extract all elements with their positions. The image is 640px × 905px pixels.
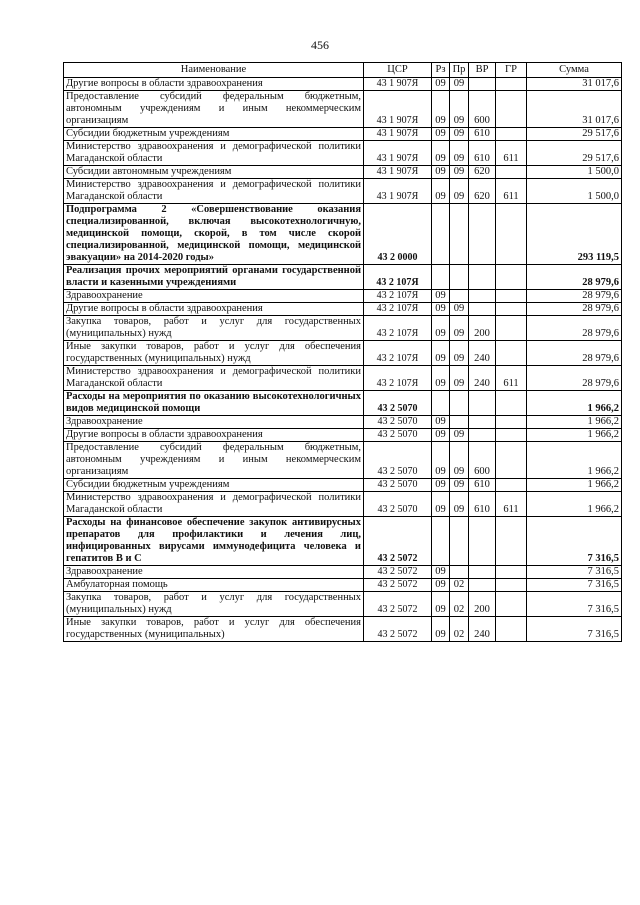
row-rz: 09 [432, 566, 450, 579]
row-sum: 28 979,6 [527, 265, 622, 290]
row-name: Министерство здравоохранения и демографической политики Магаданской области [64, 179, 364, 204]
row-gr: 611 [496, 141, 527, 166]
table-row [64, 492, 622, 517]
row-sum: 7 316,5 [527, 617, 622, 642]
row-pr: 09 [450, 303, 469, 316]
row-gr [496, 204, 527, 265]
row-name: Здравоохранение [64, 290, 364, 303]
row-csr: 43 2 107Я [364, 290, 432, 303]
row-gr [496, 617, 527, 642]
row-gr [496, 316, 527, 341]
row-csr: 43 2 107Я [364, 265, 432, 290]
row-pr: 09 [450, 429, 469, 442]
row-vr [469, 391, 496, 416]
header-rz: Рз [432, 63, 450, 78]
row-vr [469, 579, 496, 592]
row-pr [450, 204, 469, 265]
table-row [64, 592, 622, 617]
row-csr: 43 1 907Я [364, 141, 432, 166]
row-pr [450, 265, 469, 290]
table-row [64, 366, 622, 391]
row-sum: 7 316,5 [527, 579, 622, 592]
row-pr: 09 [450, 91, 469, 128]
row-gr [496, 91, 527, 128]
row-rz: 09 [432, 91, 450, 128]
table-row [64, 341, 622, 366]
row-pr: 09 [450, 442, 469, 479]
row-gr [496, 265, 527, 290]
table-row [64, 303, 622, 316]
row-name: Другие вопросы в области здравоохранения [64, 78, 364, 91]
row-vr: 610 [469, 128, 496, 141]
page-number: 456 [311, 38, 329, 52]
row-pr: 09 [450, 479, 469, 492]
row-sum: 28 979,6 [527, 316, 622, 341]
row-rz [432, 391, 450, 416]
row-sum: 293 119,5 [527, 204, 622, 265]
row-name: Субсидии бюджетным учреждениям [64, 479, 364, 492]
table-row [64, 517, 622, 566]
row-rz: 09 [432, 179, 450, 204]
row-gr [496, 303, 527, 316]
row-vr [469, 290, 496, 303]
row-name: Расходы на финансовое обеспечение закупок антивирусных препаратов для профилактики и лечения лиц, инфицированных вирусами иммунодефицита человека и гепатитов В и С [64, 517, 364, 566]
row-gr [496, 442, 527, 479]
row-vr: 610 [469, 492, 496, 517]
row-rz: 09 [432, 479, 450, 492]
row-name: Другие вопросы в области здравоохранения [64, 429, 364, 442]
table-row [64, 128, 622, 141]
table-row [64, 265, 622, 290]
header-name: Наименование [64, 63, 364, 78]
row-sum: 7 316,5 [527, 592, 622, 617]
row-sum: 1 966,2 [527, 429, 622, 442]
row-csr: 43 2 0000 [364, 204, 432, 265]
row-pr [450, 566, 469, 579]
row-rz: 09 [432, 579, 450, 592]
row-pr: 09 [450, 78, 469, 91]
row-pr: 09 [450, 179, 469, 204]
row-vr: 610 [469, 141, 496, 166]
table-row [64, 416, 622, 429]
row-vr: 200 [469, 316, 496, 341]
row-rz: 09 [432, 303, 450, 316]
row-name: Другие вопросы в области здравоохранения [64, 303, 364, 316]
row-gr [496, 416, 527, 429]
row-gr [496, 579, 527, 592]
table-row [64, 617, 622, 642]
row-vr [469, 204, 496, 265]
row-gr: 611 [496, 179, 527, 204]
row-csr: 43 2 5072 [364, 566, 432, 579]
row-csr: 43 1 907Я [364, 179, 432, 204]
row-csr: 43 2 107Я [364, 366, 432, 391]
row-csr: 43 2 107Я [364, 316, 432, 341]
row-rz: 09 [432, 141, 450, 166]
row-csr: 43 1 907Я [364, 166, 432, 179]
row-vr [469, 303, 496, 316]
row-vr: 200 [469, 592, 496, 617]
row-gr [496, 341, 527, 366]
row-csr: 43 2 5070 [364, 479, 432, 492]
row-name: Расходы на мероприятия по оказанию высокотехнологичных видов медицинской помощи [64, 391, 364, 416]
header-pr: Пр [450, 63, 469, 78]
row-csr: 43 1 907Я [364, 78, 432, 91]
table-row [64, 479, 622, 492]
row-pr: 09 [450, 141, 469, 166]
row-rz: 09 [432, 366, 450, 391]
row-sum: 28 979,6 [527, 366, 622, 391]
row-gr [496, 517, 527, 566]
row-pr: 02 [450, 617, 469, 642]
row-vr: 240 [469, 341, 496, 366]
row-rz [432, 517, 450, 566]
row-rz: 09 [432, 341, 450, 366]
row-gr [496, 78, 527, 91]
row-vr: 600 [469, 91, 496, 128]
row-vr: 620 [469, 166, 496, 179]
row-rz: 09 [432, 128, 450, 141]
row-sum: 1 966,2 [527, 492, 622, 517]
table-row [64, 566, 622, 579]
row-name: Амбулаторная помощь [64, 579, 364, 592]
row-vr [469, 265, 496, 290]
row-sum: 31 017,6 [527, 78, 622, 91]
row-csr: 43 2 5072 [364, 579, 432, 592]
table-row [64, 429, 622, 442]
row-vr [469, 566, 496, 579]
header-vr: ВР [469, 63, 496, 78]
table-row [64, 166, 622, 179]
row-rz: 09 [432, 492, 450, 517]
row-gr [496, 479, 527, 492]
row-csr: 43 2 5070 [364, 416, 432, 429]
row-name: Министерство здравоохранения и демографической политики Магаданской области [64, 492, 364, 517]
row-csr: 43 1 907Я [364, 91, 432, 128]
table-row [64, 78, 622, 91]
row-pr [450, 517, 469, 566]
row-gr: 611 [496, 366, 527, 391]
row-sum: 1 500,0 [527, 179, 622, 204]
row-rz [432, 265, 450, 290]
row-csr: 43 2 107Я [364, 341, 432, 366]
row-sum: 29 517,6 [527, 141, 622, 166]
row-sum: 28 979,6 [527, 303, 622, 316]
row-gr [496, 166, 527, 179]
row-name: Иные закупки товаров, работ и услуг для обеспечения государственных (муниципальных) [64, 617, 364, 642]
row-gr [496, 566, 527, 579]
row-name: Подпрограмма 2 «Совершенствование оказания специализированной, включая высокотехнологичную, медицинской помощи, скорой, в том числе скорой специализированной, медицинской помощи, медицинской эвакуации» на 2014-2020 годы» [64, 204, 364, 265]
row-vr: 600 [469, 442, 496, 479]
row-name: Предоставление субсидий федеральным бюджетным, автономным учреждениям и иным некоммерческим организациям [64, 442, 364, 479]
row-rz: 09 [432, 592, 450, 617]
row-sum: 1 966,2 [527, 416, 622, 429]
row-sum: 28 979,6 [527, 341, 622, 366]
row-csr: 43 2 5070 [364, 492, 432, 517]
row-pr [450, 290, 469, 303]
table-row [64, 316, 622, 341]
row-rz: 09 [432, 442, 450, 479]
table-row [64, 204, 622, 265]
row-sum: 31 017,6 [527, 91, 622, 128]
row-sum: 1 966,2 [527, 479, 622, 492]
row-name: Закупка товаров, работ и услуг для государственных (муниципальных) нужд [64, 316, 364, 341]
table-header-row [64, 63, 622, 78]
row-vr [469, 78, 496, 91]
row-pr: 09 [450, 166, 469, 179]
row-rz: 09 [432, 316, 450, 341]
row-csr: 43 2 5072 [364, 517, 432, 566]
row-csr: 43 2 5072 [364, 617, 432, 642]
row-rz [432, 204, 450, 265]
table-row [64, 391, 622, 416]
row-rz: 09 [432, 429, 450, 442]
row-rz: 09 [432, 78, 450, 91]
row-sum: 1 500,0 [527, 166, 622, 179]
row-name: Субсидии бюджетным учреждениям [64, 128, 364, 141]
row-gr [496, 391, 527, 416]
row-vr: 240 [469, 366, 496, 391]
row-name: Реализация прочих мероприятий органами государственной власти и казенными учреждениями [64, 265, 364, 290]
row-name: Предоставление субсидий федеральным бюджетным, автономным учреждениям и иным некоммерческим организациям [64, 91, 364, 128]
table-row [64, 442, 622, 479]
row-pr [450, 391, 469, 416]
table-row [64, 579, 622, 592]
row-sum: 7 316,5 [527, 517, 622, 566]
row-sum: 29 517,6 [527, 128, 622, 141]
row-pr: 09 [450, 492, 469, 517]
row-name: Министерство здравоохранения и демографической политики Магаданской области [64, 141, 364, 166]
table-row [64, 179, 622, 204]
row-name: Министерство здравоохранения и демографической политики Магаданской области [64, 366, 364, 391]
header-gr: ГР [496, 63, 527, 78]
row-sum: 1 966,2 [527, 391, 622, 416]
row-csr: 43 2 5070 [364, 429, 432, 442]
row-vr [469, 429, 496, 442]
row-name: Иные закупки товаров, работ и услуг для обеспечения государственных (муниципальных) нужд [64, 341, 364, 366]
budget-table [63, 62, 622, 642]
row-sum: 1 966,2 [527, 442, 622, 479]
row-gr [496, 429, 527, 442]
row-gr [496, 592, 527, 617]
row-name: Закупка товаров, работ и услуг для государственных (муниципальных) нужд [64, 592, 364, 617]
row-pr: 09 [450, 316, 469, 341]
row-vr: 620 [469, 179, 496, 204]
row-rz: 09 [432, 166, 450, 179]
table-body [64, 78, 622, 642]
row-name: Здравоохранение [64, 566, 364, 579]
row-csr: 43 2 5070 [364, 442, 432, 479]
row-vr [469, 517, 496, 566]
row-gr: 611 [496, 492, 527, 517]
row-pr: 09 [450, 366, 469, 391]
table-row [64, 290, 622, 303]
row-csr: 43 2 5072 [364, 592, 432, 617]
row-sum: 7 316,5 [527, 566, 622, 579]
row-csr: 43 2 5070 [364, 391, 432, 416]
row-pr: 09 [450, 128, 469, 141]
row-csr: 43 2 107Я [364, 303, 432, 316]
row-rz: 09 [432, 617, 450, 642]
row-sum: 28 979,6 [527, 290, 622, 303]
row-vr: 240 [469, 617, 496, 642]
row-gr [496, 128, 527, 141]
header-sum: Сумма [527, 63, 622, 78]
row-pr: 02 [450, 592, 469, 617]
row-vr: 610 [469, 479, 496, 492]
table-row [64, 91, 622, 128]
row-pr: 09 [450, 341, 469, 366]
row-rz: 09 [432, 416, 450, 429]
table-row [64, 141, 622, 166]
row-pr [450, 416, 469, 429]
row-rz: 09 [432, 290, 450, 303]
row-gr [496, 290, 527, 303]
row-pr: 02 [450, 579, 469, 592]
row-name: Субсидии автономным учреждениям [64, 166, 364, 179]
row-name: Здравоохранение [64, 416, 364, 429]
row-csr: 43 1 907Я [364, 128, 432, 141]
header-csr: ЦСР [364, 63, 432, 78]
row-vr [469, 416, 496, 429]
